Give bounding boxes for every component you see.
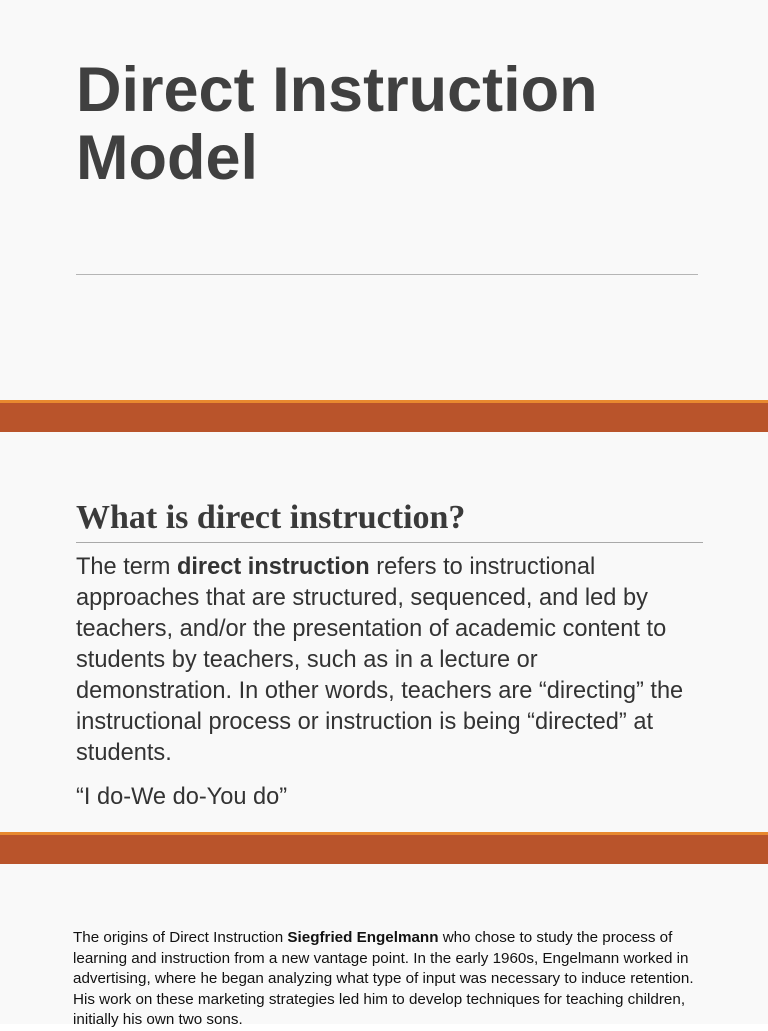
- title-line-2: Model: [76, 123, 258, 193]
- title-divider: [76, 274, 698, 275]
- definition-text-end: refers to instructional approaches that are structured, sequenced, and led by teachers, and/or the presentation of academic content to students by teachers, such as in a lecture or demonstration. In other words, teachers are “directing” the instructional process or instruction is being “directed” at students.: [76, 554, 684, 766]
- origins-paragraph: [73, 928, 713, 1031]
- origins-text-end: who chose to study the process of learning and instruction from a new vantage point. In the early 1960s, Engelmann worked in advertising, where he began analyzing what type of input was necessary to induce retention. His work on these marketing strategies led him to develop techniques for teaching children, initially his own two sons.: [73, 929, 694, 1028]
- slide-separator-band: [0, 832, 768, 864]
- origins-name: Siegfried Engelmann: [287, 929, 439, 946]
- heading-divider: [76, 542, 703, 543]
- definition-text-start: The term: [76, 554, 177, 580]
- origins-text-start: The origins of Direct Instruction: [73, 929, 288, 946]
- title-line-1: Direct Instruction: [76, 55, 598, 125]
- definition-term: direct instruction: [176, 554, 370, 580]
- page-title: [76, 56, 716, 192]
- definition-paragraph: [76, 552, 698, 769]
- model-quote: “I do-We do-You do”: [76, 784, 288, 810]
- slide-separator-band: [0, 400, 768, 432]
- slide-heading: What is direct instruction?: [76, 499, 466, 536]
